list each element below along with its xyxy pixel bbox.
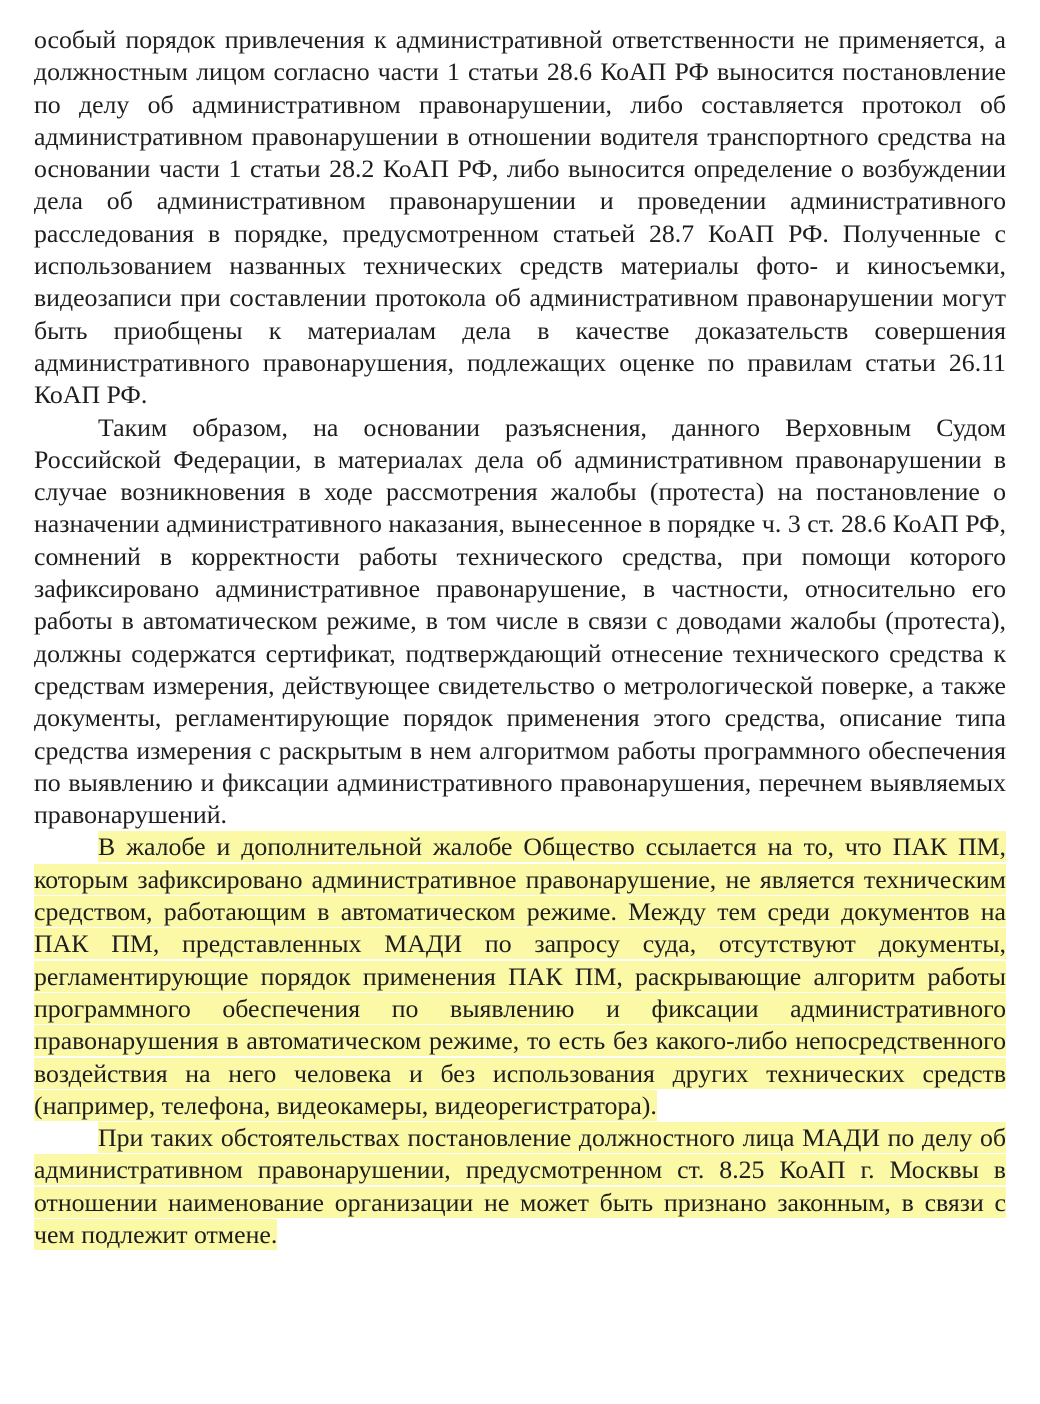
paragraph-text: особый порядок привлечения к административной ответственности не применяется, а должностным лицом согласно части 1 статьи 28.6 КоАП РФ выносится постановление по делу об административном правонарушении, либо составляется протокол об административном правонарушении в отношении водителя транспортного средства на основании части 1 статьи 28.2 КоАП РФ, либо выносится определение о возбуждении дела об административном правонарушении и проведении административного расследования в порядке, предусмотренном статьей 28.7 КоАП РФ. Полученные с использованием названных технических средств материалы фото- и киносъемки, видеозаписи при составлении протокола об административном правонарушении могут быть приобщены к материалам дела в качестве доказательств совершения административного правонарушения, подлежащих оценке по правилам статьи 26.11 КоАП РФ.: [34, 25, 1006, 410]
highlighted-text: При таких обстоятельствах постановление должностного лица МАДИ по делу об административном правонарушении, предусмотренном ст. 8.25 КоАП г. Москвы в отношении наименование организации не может быть признано законным, в связи с чем подлежит отмене.: [34, 1123, 1006, 1249]
paragraph-text: Таким образом, на основании разъяснения, данного Верховным Судом Российской Федерации, в материалах дела об административном правонарушении в случае возникновения в ходе рассмотрения жалобы (протеста) на постановление о назначении административного наказания, вынесенное в порядке ч. 3 ст. 28.6 КоАП РФ, сомнений в корректности работы технического средства, при помощи которого зафиксировано административное правонарушение, в частности, относительно его работы в автоматическом режиме, в том числе в связи с доводами жалобы (протеста), должны содержатся сертификат, подтверждающий отнесение технического средства к средствам измерения, действующее свидетельство о метрологической поверке, а также документы, регламентирующие порядок применения этого средства, описание типа средства измерения с раскрытым в нем алгоритмом работы программного обеспечения по выявлению и фиксации административного правонарушения, перечнем выявляемых правонарушений.: [34, 412, 1006, 830]
paragraph-conclusion-highlighted: [34, 1122, 1006, 1251]
paragraph-continuation: [34, 24, 1006, 412]
highlighted-text: В жалобе и дополнительной жалобе Общество ссылается на то, что ПАК ПМ, которым зафиксировано административное правонарушение, не является техническим средством, работающим в автоматическом режиме. Между тем среди документов на ПАК ПМ, представленных МАДИ по запросу суда, отсутствуют документы, регламентирующие порядок применения ПАК ПМ, раскрывающие алгоритм работы программного обеспечения по выявлению и фиксации административного правонарушения в автоматическом режиме, то есть без какого-либо непосредственного воздействия на него человека и без использования других технических средств (например, телефона, видеокамеры, видеорегистратора).: [34, 832, 1006, 1120]
paragraph-supreme-court-clarification: [34, 412, 1006, 832]
paragraph-complaint-highlighted: [34, 831, 1006, 1122]
